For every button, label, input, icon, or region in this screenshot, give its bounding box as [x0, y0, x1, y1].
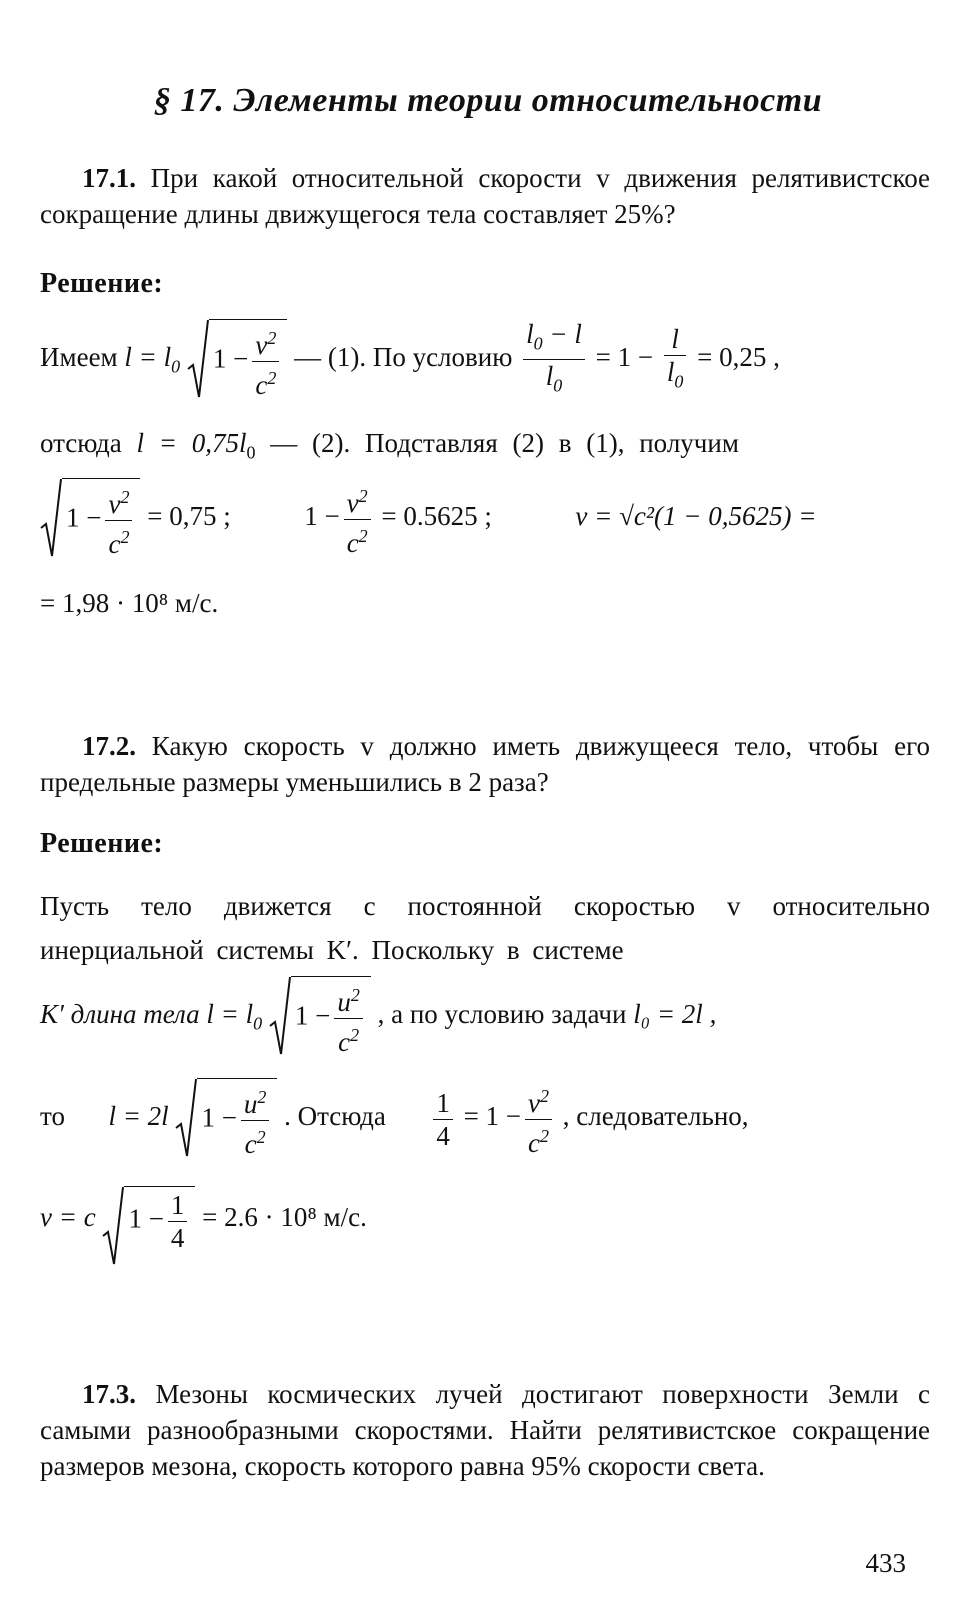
- solution-text: Имеем: [40, 342, 118, 373]
- solution-line-4: = 1,98 · 10⁸ м/с.: [40, 588, 219, 618]
- radical-sign-icon: [187, 319, 209, 399]
- equation: l₀ = 2l ,: [633, 999, 717, 1030]
- sqrt-expression: 1 − $\frac{u^2}{c^2}$: [175, 1078, 277, 1160]
- page-number: 433: [865, 1548, 906, 1578]
- problem-number: 17.2.: [82, 731, 136, 761]
- solution-text: K′ длина тела: [40, 999, 200, 1030]
- radical-sign-icon: [269, 976, 291, 1056]
- problem-17-3: [40, 1376, 930, 1484]
- problem-text: При какой относительной скорости v движения релятивистское сокращение длины движущегося тела составляет 25%?: [40, 163, 931, 229]
- equation: l = 0,75l: [136, 428, 247, 458]
- problem-number: 17.3.: [82, 1379, 136, 1409]
- sqrt-expression: 1 − $\frac{u^2}{c^2}$: [269, 976, 371, 1058]
- solution-paragraph: Пусть тело движется с постоянной скоростью v относительно инерциальной системы K′. Поскольку в системе: [40, 891, 930, 965]
- solution-text: — (1). По условию: [294, 342, 513, 373]
- equation: = 2.6 · 10⁸ м/с.: [202, 1202, 367, 1233]
- radical-sign-icon: [40, 478, 62, 558]
- sqrt-expression: 1 − $\frac{v^2}{c^2}$: [40, 478, 140, 560]
- solution-text: , а по условию задачи: [377, 999, 627, 1030]
- equation: = 0.5625 ;: [381, 501, 492, 532]
- solution-text: . Отсюда: [284, 1101, 386, 1132]
- solution-text: — (2). Подставляя (2) в (1), получим: [270, 428, 739, 458]
- problem-text: Какую скорость v должно иметь движущееся тело, чтобы его предельные размеры уменьшились в 2 раза?: [40, 731, 930, 797]
- solution-line-2: отсюда $l = 0,75l_0$ — (2). Подставляя (2) в (1), получим: [40, 428, 739, 463]
- solution-label: Решение:: [40, 268, 164, 299]
- solution-line-1: Имеем $l = l_0$ 1 − $\frac{v^2}{c^2}$ — (1). По условию $\frac{l_0 - l}{l_0}$ = 1 − $\frac{l}{l_0}$ = 0,25 ,: [40, 319, 780, 400]
- solution-text: , следовательно,: [562, 1101, 749, 1132]
- radical-sign-icon: [175, 1078, 197, 1158]
- equation: v = √c²(1 − 0,5625) =: [575, 501, 817, 532]
- problem-17-1: [40, 160, 930, 232]
- problem-text: Мезоны космических лучей достигают поверхности Земли с самыми разнообразными скоростями. Найти релятивистское сокращение размеров мезона, скорость которого равна 95% скорости света.: [40, 1379, 931, 1481]
- solution-text: отсюда: [40, 428, 122, 458]
- solution-line-3: то l = 2l 1 − $\frac{u^2}{c^2}$ . Отсюда $\frac{1}{4}$ = 1 − $\frac{v^2}{c^2}$ , следовательно,: [40, 1078, 749, 1160]
- solution-line-2: K′ длина тела $l = l_0$ 1 − $\frac{u^2}{c^2}$ , а по условию задачи l₀ = 2l ,: [40, 976, 716, 1058]
- equation: = 0,75 ;: [147, 501, 231, 532]
- solution-line-3: 1 − $\frac{v^2}{c^2}$ = 0,75 ; 1 − $\frac{v^2}{c^2}$ = 0.5625 ; v = √c²(1 − 0,5625) =: [40, 478, 816, 560]
- solution-text: = 0,25 ,: [697, 342, 780, 373]
- section-heading: § 17. Элементы теории относительности: [153, 82, 823, 119]
- radical-sign-icon: [102, 1186, 124, 1266]
- sqrt-expression: 1 − $\frac{v^2}{c^2}$: [187, 319, 287, 401]
- sqrt-expression: 1 − $\frac{1}{4}$: [102, 1186, 195, 1254]
- solution-text: то: [40, 1101, 65, 1132]
- solution-line-4: v = c 1 − $\frac{1}{4}$ = 2.6 · 10⁸ м/с.: [40, 1186, 367, 1254]
- problem-17-2: [40, 728, 930, 800]
- solution-label: Решение:: [40, 828, 164, 859]
- problem-number: 17.1.: [82, 163, 136, 193]
